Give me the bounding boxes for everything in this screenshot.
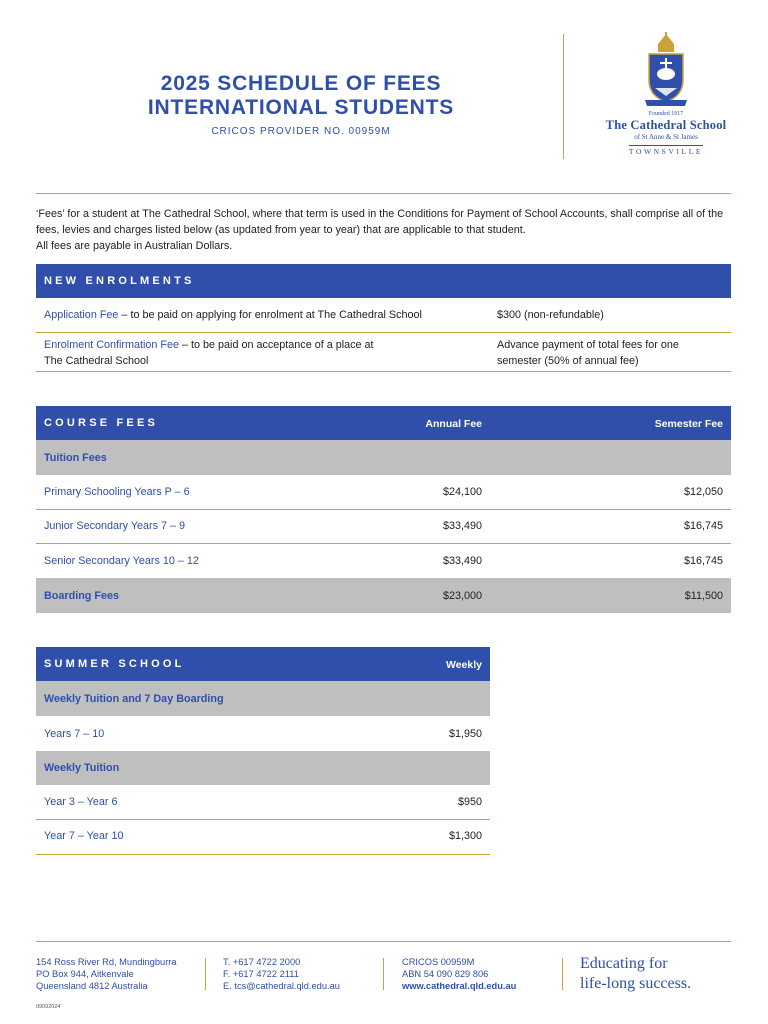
row-divider <box>36 854 490 855</box>
footer-divider <box>36 941 731 942</box>
school-name: The Cathedral School <box>605 118 727 132</box>
year-7-10-label: Year 7 – Year 10 <box>44 830 124 842</box>
tuition-fees-group <box>36 440 731 475</box>
year-3-6-weekly-fee: $950 <box>457 796 482 808</box>
table-row <box>36 510 731 544</box>
cricos-code: CRICOS 00959M <box>402 957 475 967</box>
course-fees-header <box>36 406 731 440</box>
table-row <box>36 544 731 578</box>
footer-registration <box>402 956 516 992</box>
table-row <box>36 475 731 509</box>
boarding-semester-fee: $11,500 <box>684 590 723 602</box>
table-row <box>36 716 490 751</box>
years-7-10-weekly-fee: $1,950 <box>448 728 482 740</box>
footer-tagline <box>580 954 691 994</box>
founded-text: Founded 1917 <box>648 111 684 117</box>
address-line-3: Queensland 4812 Australia <box>36 981 148 991</box>
title-line-2: INTERNATIONAL STUDENTS <box>147 96 455 119</box>
intro-text <box>36 206 736 254</box>
row-divider <box>36 371 731 372</box>
weekly-tuition-label: Weekly Tuition <box>44 762 120 774</box>
table-row <box>36 333 731 371</box>
junior-annual-fee: $33,490 <box>442 520 482 532</box>
new-enrolments-header <box>36 264 731 298</box>
document-title <box>60 72 542 137</box>
boarding-fees-row <box>36 578 731 613</box>
footer-separator <box>205 958 206 990</box>
table-row <box>36 820 490 854</box>
weekly-tuition-boarding-label: Weekly Tuition and 7 Day Boarding <box>44 693 224 705</box>
year-7-10-weekly-fee: $1,300 <box>448 830 482 842</box>
primary-semester-fee: $12,050 <box>683 486 723 498</box>
tagline-line-1: Educating for <box>580 955 668 972</box>
junior-semester-fee: $16,745 <box>683 520 723 532</box>
senior-annual-fee: $33,490 <box>442 555 482 567</box>
application-fee-desc: – to be paid on applying for enrolment at The Cathedral School <box>118 309 422 321</box>
senior-secondary-label: Senior Secondary Years 10 – 12 <box>44 555 199 567</box>
boarding-fees-label: Boarding Fees <box>44 590 119 602</box>
footer-contact <box>223 956 340 992</box>
year-3-6-label: Year 3 – Year 6 <box>44 796 118 808</box>
weekly-tuition-boarding-group <box>36 681 490 716</box>
table-row <box>36 785 490 819</box>
semester-fee-column-header: Semester Fee <box>654 418 723 430</box>
footer-separator <box>383 958 384 990</box>
school-crest-icon <box>641 32 691 110</box>
cricos-provider: CRICOS PROVIDER NO. 00959M <box>211 126 391 137</box>
primary-annual-fee: $24,100 <box>442 486 482 498</box>
school-logo <box>596 32 736 162</box>
school-town: TOWNSVILLE <box>628 147 704 156</box>
summer-school-header <box>36 647 490 681</box>
header-divider-vertical <box>563 34 564 159</box>
footer-address <box>36 956 177 992</box>
application-fee-amount: $300 (non-refundable) <box>497 309 604 321</box>
school-subtitle: of St Anne & St James <box>634 133 698 141</box>
primary-schooling-label: Primary Schooling Years P – 6 <box>44 486 190 498</box>
tagline-line-2: life-long success. <box>580 975 692 992</box>
website-link[interactable]: www.cathedral.qld.edu.au <box>402 981 517 991</box>
annual-fee-column-header: Annual Fee <box>425 418 482 430</box>
tuition-fees-label: Tuition Fees <box>44 452 107 464</box>
senior-semester-fee: $16,745 <box>683 555 723 567</box>
enrolment-confirmation-desc: – to be paid on acceptance of a place at <box>179 339 374 351</box>
weekly-column-header: Weekly <box>446 659 482 671</box>
enrolment-confirmation-desc-2: The Cathedral School <box>44 355 149 367</box>
new-enrolments-title: NEW ENROLMENTS <box>44 275 195 287</box>
abn-number: ABN 54 090 829 806 <box>402 969 489 979</box>
weekly-tuition-group <box>36 751 490 785</box>
intro-paragraph: ‘Fees’ for a student at The Cathedral School, where that term is used in the Conditions for Payment of School Accounts, shall comprise all of the fees, levies and charges listed below (as updated from year to year) that are applicable to that student. <box>36 208 724 236</box>
course-fees-title: COURSE FEES <box>44 417 159 429</box>
address-line-1: 154 Ross River Rd, Mundingburra <box>36 957 177 967</box>
header-divider-horizontal <box>36 193 731 194</box>
document-code: 09092024 <box>36 1004 61 1010</box>
summer-school-title: SUMMER SCHOOL <box>44 658 185 670</box>
boarding-annual-fee: $23,000 <box>442 590 482 602</box>
fax-number: F. +617 4722 2111 <box>223 969 299 979</box>
title-line-1: 2025 SCHEDULE OF FEES <box>160 72 442 95</box>
address-line-2: PO Box 944, Aitkenvale <box>36 969 134 979</box>
application-fee-label: Application Fee <box>44 309 119 321</box>
phone-number[interactable]: T. +617 4722 2000 <box>223 957 301 967</box>
junior-secondary-label: Junior Secondary Years 7 – 9 <box>44 520 186 532</box>
currency-note: All fees are payable in Australian Dollars. <box>36 240 233 252</box>
years-7-10-label: Years 7 – 10 <box>44 728 105 740</box>
enrolment-confirmation-amount: Advance payment of total fees for one <box>497 339 679 351</box>
email-link[interactable]: E. tcs@cathedral.qld.edu.au <box>223 981 340 991</box>
enrolment-confirmation-label: Enrolment Confirmation Fee <box>44 339 180 351</box>
footer-separator <box>562 958 563 990</box>
enrolment-confirmation-amount-2: semester (50% of annual fee) <box>497 355 639 367</box>
table-row <box>36 298 731 333</box>
